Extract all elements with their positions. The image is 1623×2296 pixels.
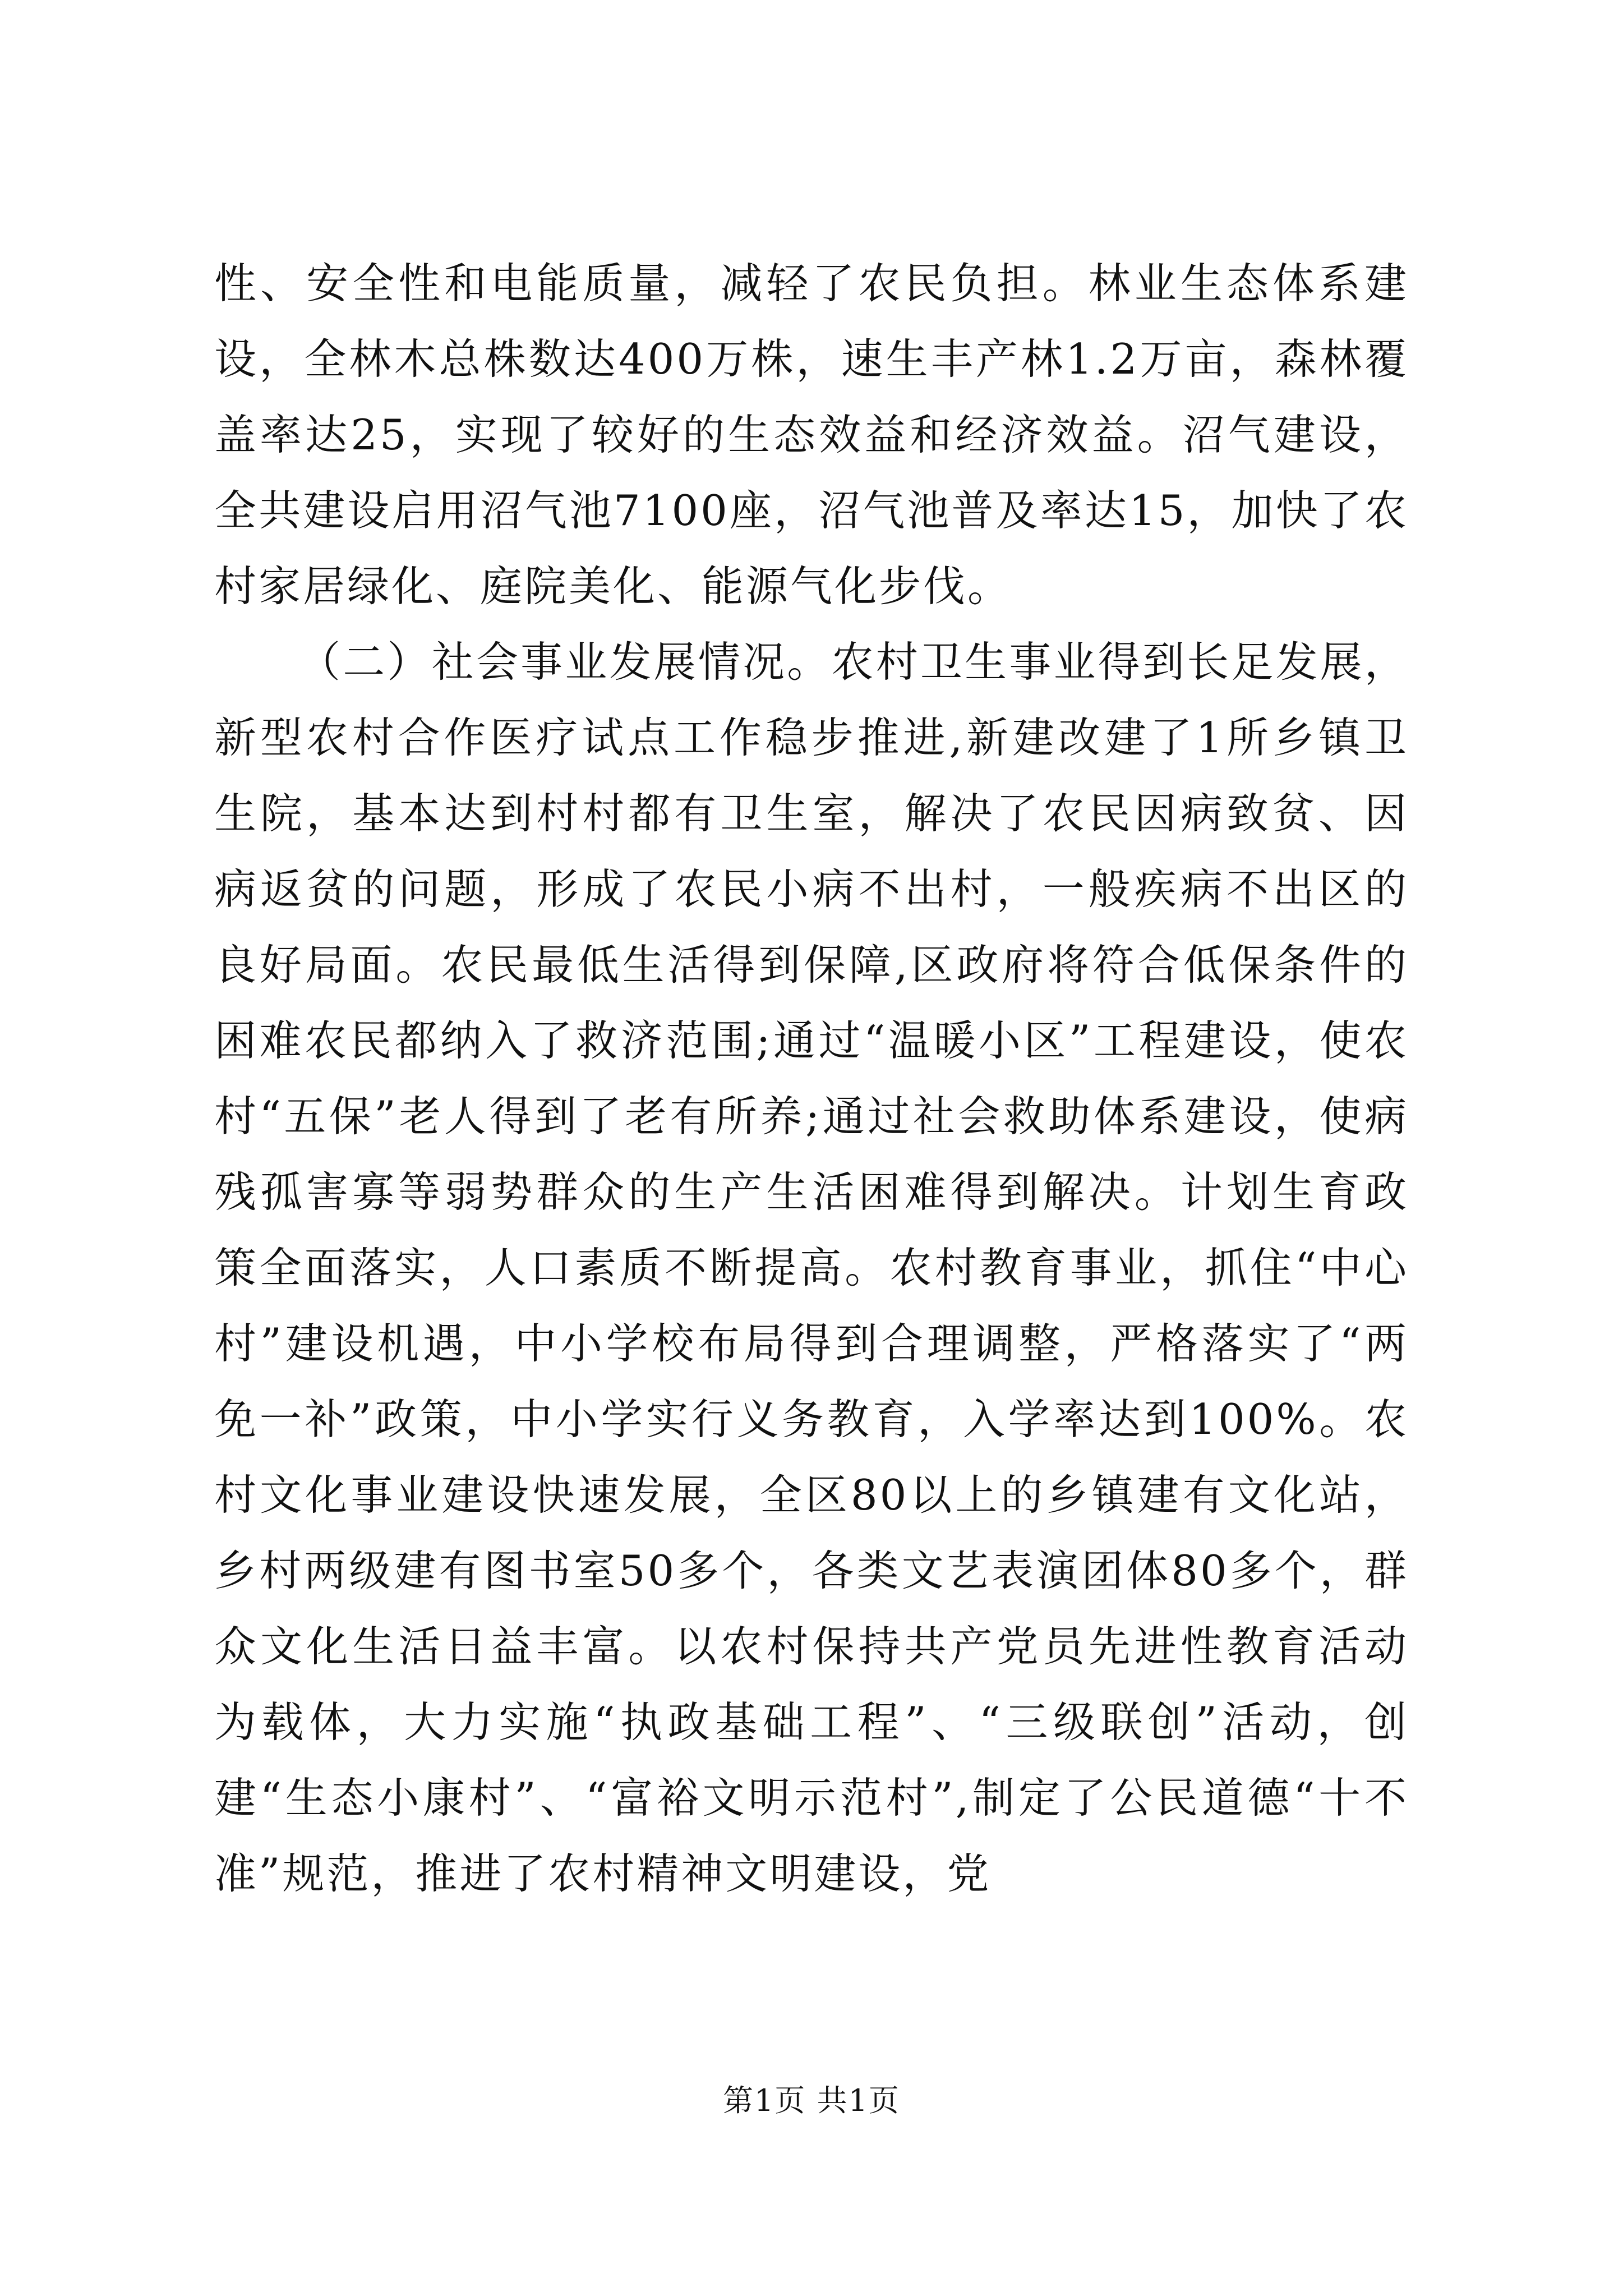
- paragraph-continuation: 性、安全性和电能质量，减轻了农民负担。林业生态体系建设，全林木总株数达400万株，速生丰产林1.2万亩，森林覆盖率达25，实现了较好的生态效益和经济效益。沼气建设，全共建设启用沼气池7100座，沼气池普及率达15，加快了农村家居绿化、庭院美化、能源气化步伐。: [214, 259, 1409, 611]
- page-footer: [0, 2081, 1623, 2120]
- paragraph-social-development: （二）社会事业发展情况。农村卫生事业得到长足发展，新型农村合作医疗试点工作稳步推进,新建改建了1所乡镇卫生院，基本达到村村都有卫生室，解决了农民因病致贫、因病返贫的问题，形成了农民小病不出村，一般疾病不出区的良好局面。农民最低生活得到保障,区政府将符合低保条件的困难农民都纳入了救济范围;通过“温暖小区”工程建设，使农村“五保”老人得到了老有所养;通过社会救助体系建设，使病残孤害寡等弱势群众的生产生活困难得到解决。计划生育政策全面落实，人口素质不断提高。农村教育事业，抓住“中心村”建设机遇，中小学校布局得到合理调整，严格落实了“两免一补”政策，中小学实行义务教育，入学率达到100%。农村文化事业建设快速发展，全区80以上的乡镇建有文化站，乡村两级建有图书室50多个，各类文艺表演团体80多个，群众文化生活日益丰富。以农村保持共产党员先进性教育活动为载体，大力实施“执政基础工程”、“三级联创”活动，创建“生态小康村”、“富裕文明示范村”,制定了公民道德“十不准”规范，推进了农村精神文明建设，党: [214, 637, 1409, 1898]
- page-number-label: 第1页 共1页: [723, 2083, 900, 2118]
- body-text: [214, 246, 1409, 1912]
